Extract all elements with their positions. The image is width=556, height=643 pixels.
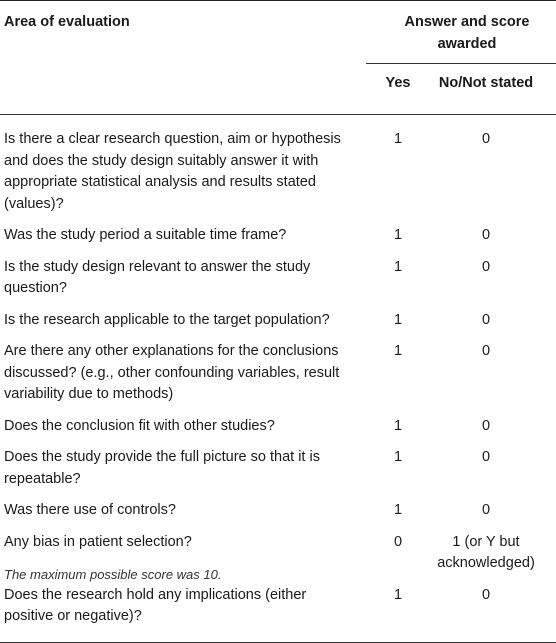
no-score-cell: 0 (481, 343, 491, 359)
yes-score-cell: 1 (366, 579, 422, 643)
table-row (0, 410, 556, 442)
yes-score-cell: 1 (393, 502, 403, 518)
no-score-cell: 0 (481, 131, 491, 147)
table-row (0, 441, 556, 494)
table-row (0, 304, 556, 336)
no-score-cell: 0 (481, 449, 491, 465)
no-score-cell: 0 (422, 579, 556, 643)
yes-score-cell: 1 (393, 258, 403, 275)
question-cell: Does the conclusion fit with other studies? (4, 417, 275, 434)
question-cell: Are there any other explanations for the conclusions discussed? (e.g., other confounding variables, result variability due to methods) (4, 343, 340, 402)
no-score-cell: 0 (481, 417, 491, 434)
yes-score-cell: 1 (393, 343, 403, 359)
no-score-cell: 0 (481, 311, 491, 328)
table-row (0, 494, 556, 526)
yes-score-cell: 1 (393, 449, 403, 465)
header-row-top (0, 1, 556, 64)
header-yes: Yes (366, 64, 422, 115)
yes-score-cell: 1 (393, 131, 403, 147)
yes-score-cell: 1 (393, 417, 403, 434)
yes-score-cell: 0 (393, 533, 403, 550)
question-cell: Does the study provide the full picture so that it is repeatable? (4, 449, 320, 487)
table-row (0, 251, 556, 304)
question-cell: Is the research applicable to the target population? (4, 311, 330, 328)
table-row (0, 219, 556, 251)
no-score-cell: 1 (or Y but acknowledged) (437, 533, 535, 571)
table-body (0, 115, 556, 643)
question-cell: Was there use of controls? (4, 502, 176, 518)
no-score-cell: 0 (481, 502, 491, 518)
question-cell: Was the study period a suitable time frame? (4, 227, 287, 243)
table-row (0, 335, 556, 410)
yes-score-cell: 1 (393, 311, 403, 328)
table-footnote: The maximum possible score was 10. (4, 567, 222, 582)
question-cell: Is the study design relevant to answer the study question? (4, 258, 311, 296)
header-area-of-evaluation: Area of evaluation (0, 1, 366, 115)
table-header (0, 1, 556, 115)
yes-score-cell: 1 (393, 227, 403, 243)
question-cell: Does the research hold any implications (either positive or negative)? (0, 579, 366, 643)
table-row (0, 579, 556, 643)
question-cell: Is there a clear research question, aim or hypothesis and does the study design suitably answer it with appropriate statistical analysis and results stated (values)? (4, 131, 341, 212)
header-no-not-stated: No/Not stated (422, 64, 556, 115)
no-score-cell: 0 (481, 258, 491, 275)
no-score-cell: 0 (481, 227, 491, 243)
header-answer-and-score: Answer and score awarded (366, 1, 556, 64)
question-cell: Any bias in patient selection? (4, 533, 192, 550)
table-row (0, 115, 556, 220)
